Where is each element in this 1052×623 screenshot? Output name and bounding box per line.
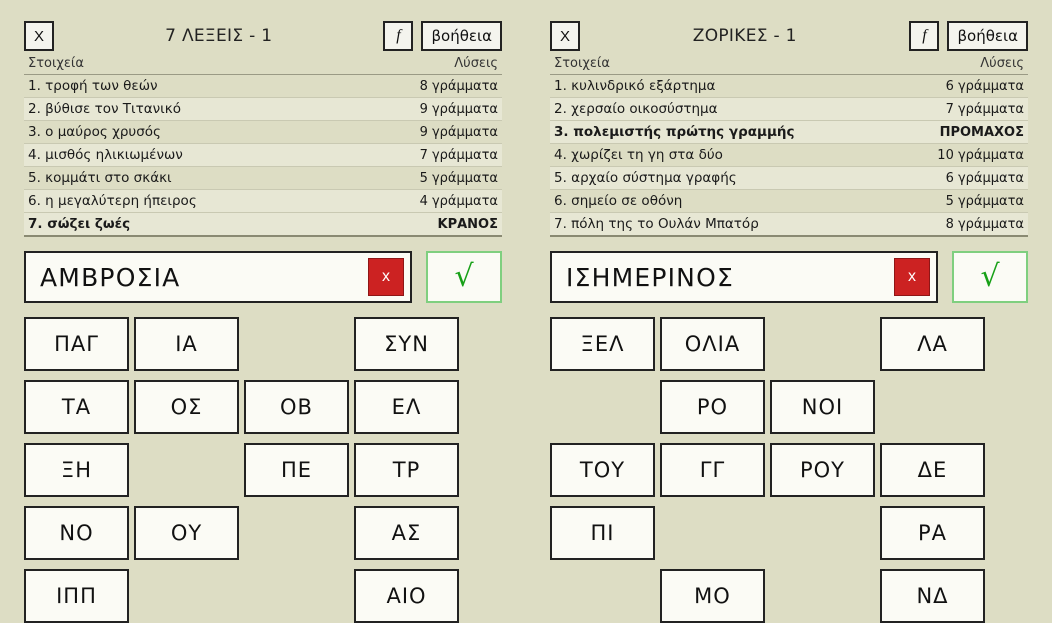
- header-actions: [383, 21, 502, 51]
- clue-text: 2. βύθισε τον Τιτανικό: [28, 101, 181, 117]
- table-row[interactable]: [550, 213, 1028, 237]
- clue-text: 6. σημείο σε οθόνη: [554, 193, 683, 209]
- syllable-tile[interactable]: ΞΕΛ: [550, 317, 655, 371]
- table-row[interactable]: [550, 190, 1028, 213]
- clear-answer-button[interactable]: x: [894, 258, 930, 296]
- tile-slot-empty: [770, 569, 875, 623]
- clue-answer: 6 γράμματα: [945, 170, 1024, 186]
- syllable-tile[interactable]: ΠΑΓ: [24, 317, 129, 371]
- panel-left: [0, 0, 526, 608]
- clue-table-header: [24, 54, 502, 75]
- syllable-tile[interactable]: ΡΑ: [880, 506, 985, 560]
- answer-value: ΙΣΗΜΕΡΙΝΟΣ: [566, 262, 734, 292]
- syllable-tile[interactable]: ΟΣ: [134, 380, 239, 434]
- syllable-tile[interactable]: ΑΣ: [354, 506, 459, 560]
- syllable-tile[interactable]: ΝΟ: [24, 506, 129, 560]
- tile-slot-empty: [660, 506, 765, 560]
- syllable-tile[interactable]: ΔΕ: [880, 443, 985, 497]
- tile-slot-empty: [550, 380, 655, 434]
- info-icon[interactable]: f: [383, 21, 413, 51]
- help-button[interactable]: βοήθεια: [421, 21, 502, 51]
- table-row[interactable]: [24, 190, 502, 213]
- syllable-tile[interactable]: ΣΥΝ: [354, 317, 459, 371]
- table-row[interactable]: [550, 75, 1028, 98]
- clue-answer: 6 γράμματα: [945, 78, 1024, 94]
- table-row[interactable]: [550, 98, 1028, 121]
- table-row[interactable]: [24, 121, 502, 144]
- close-button[interactable]: X: [24, 21, 54, 51]
- clue-answer: 7 γράμματα: [419, 147, 498, 163]
- table-row[interactable]: [24, 98, 502, 121]
- clue-text: 3. ο μαύρος χρυσός: [28, 124, 161, 140]
- answer-value: ΑΜΒΡΟΣΙΑ: [40, 262, 181, 292]
- clue-text: 5. αρχαίο σύστημα γραφής: [554, 170, 737, 186]
- syllable-tile[interactable]: ΑΙΟ: [354, 569, 459, 623]
- tile-slot-empty: [244, 569, 349, 623]
- syllable-tile[interactable]: ΤΡ: [354, 443, 459, 497]
- tile-slot-empty: [134, 569, 239, 623]
- table-row[interactable]: [550, 144, 1028, 167]
- clear-answer-button[interactable]: x: [368, 258, 404, 296]
- syllable-tile[interactable]: ΤΑ: [24, 380, 129, 434]
- tile-slot-empty: [244, 506, 349, 560]
- clue-table-header: [550, 54, 1028, 75]
- panel-right: [526, 0, 1052, 608]
- tile-slot-empty: [244, 317, 349, 371]
- column-solutions: Λύσεις: [980, 56, 1024, 71]
- clue-list-right: [550, 75, 1028, 237]
- header-actions: [909, 21, 1028, 51]
- clue-text: 2. χερσαίο οικοσύστημα: [554, 101, 718, 117]
- syllable-tile[interactable]: ΝΔ: [880, 569, 985, 623]
- clue-answer: 5 γράμματα: [419, 170, 498, 186]
- tile-slot-empty: [880, 380, 985, 434]
- syllable-tile[interactable]: ΙΠΠ: [24, 569, 129, 623]
- tile-grid-right: [550, 317, 1028, 623]
- column-clues: Στοιχεία: [554, 56, 610, 71]
- tile-slot-empty: [770, 506, 875, 560]
- info-icon[interactable]: f: [909, 21, 939, 51]
- syllable-tile[interactable]: ΠΕ: [244, 443, 349, 497]
- clue-text: 5. κομμάτι στο σκάκι: [28, 170, 172, 186]
- table-row[interactable]: [24, 75, 502, 98]
- syllable-tile[interactable]: ΕΛ: [354, 380, 459, 434]
- syllable-tile[interactable]: ΜΟ: [660, 569, 765, 623]
- syllable-tile[interactable]: ΞΗ: [24, 443, 129, 497]
- clue-list-left: [24, 75, 502, 237]
- column-solutions: Λύσεις: [454, 56, 498, 71]
- syllable-tile[interactable]: ΟΒ: [244, 380, 349, 434]
- table-row[interactable]: [550, 167, 1028, 190]
- answer-input[interactable]: [24, 251, 412, 303]
- tile-slot-empty: [550, 569, 655, 623]
- clue-text: 1. τροφή των θεών: [28, 78, 158, 94]
- table-row[interactable]: [24, 167, 502, 190]
- column-clues: Στοιχεία: [28, 56, 84, 71]
- clue-answer: ΚΡΑΝΟΣ: [437, 216, 498, 232]
- syllable-tile[interactable]: ΡΟ: [660, 380, 765, 434]
- page-title: ΖΟΡΙΚΕΣ - 1: [692, 26, 797, 46]
- syllable-tile[interactable]: ΟΛΙΑ: [660, 317, 765, 371]
- clue-answer: 8 γράμματα: [419, 78, 498, 94]
- clue-answer: 4 γράμματα: [419, 193, 498, 209]
- help-button[interactable]: βοήθεια: [947, 21, 1028, 51]
- syllable-tile[interactable]: ΙΑ: [134, 317, 239, 371]
- clue-answer: 10 γράμματα: [937, 147, 1024, 163]
- header-right: [550, 18, 1028, 54]
- clue-answer: 8 γράμματα: [945, 216, 1024, 232]
- answer-bar-left: [24, 251, 502, 303]
- clue-text: 4. μισθός ηλικιωμένων: [28, 147, 183, 163]
- syllable-tile[interactable]: ΟΥ: [134, 506, 239, 560]
- syllable-tile[interactable]: ΓΓ: [660, 443, 765, 497]
- syllable-tile[interactable]: ΝΟΙ: [770, 380, 875, 434]
- table-row-solved[interactable]: [550, 121, 1028, 144]
- clue-answer: 5 γράμματα: [945, 193, 1024, 209]
- tile-slot-empty: [770, 317, 875, 371]
- syllable-tile[interactable]: ΠΙ: [550, 506, 655, 560]
- syllable-tile[interactable]: ΛΑ: [880, 317, 985, 371]
- header-left: [24, 18, 502, 54]
- clue-text: 4. χωρίζει τη γη στα δύο: [554, 147, 723, 163]
- syllable-tile[interactable]: ΡΟΥ: [770, 443, 875, 497]
- submit-answer-button[interactable]: √: [426, 251, 502, 303]
- close-button[interactable]: X: [550, 21, 580, 51]
- clue-answer: 7 γράμματα: [945, 101, 1024, 117]
- answer-bar-right: [550, 251, 1028, 303]
- clue-answer: 9 γράμματα: [419, 101, 498, 117]
- table-row[interactable]: [24, 144, 502, 167]
- tile-grid-left: [24, 317, 502, 623]
- tile-slot-empty: [134, 443, 239, 497]
- table-row-solved[interactable]: [24, 213, 502, 237]
- clue-text: 6. η μεγαλύτερη ήπειρος: [28, 193, 197, 209]
- clue-answer: ΠΡΟΜΑΧΟΣ: [939, 124, 1024, 140]
- clue-text: 1. κυλινδρικό εξάρτημα: [554, 78, 716, 94]
- submit-answer-button[interactable]: √: [952, 251, 1028, 303]
- clue-text: 3. πολεμιστής πρώτης γραμμής: [554, 124, 795, 140]
- clue-text: 7. πόλη της το Ουλάν Μπατόρ: [554, 216, 759, 232]
- syllable-tile[interactable]: ΤΟΥ: [550, 443, 655, 497]
- page-title: 7 ΛΕΞΕΙΣ - 1: [165, 26, 273, 46]
- clue-text: 7. σώζει ζωές: [28, 216, 131, 232]
- clue-answer: 9 γράμματα: [419, 124, 498, 140]
- answer-input[interactable]: [550, 251, 938, 303]
